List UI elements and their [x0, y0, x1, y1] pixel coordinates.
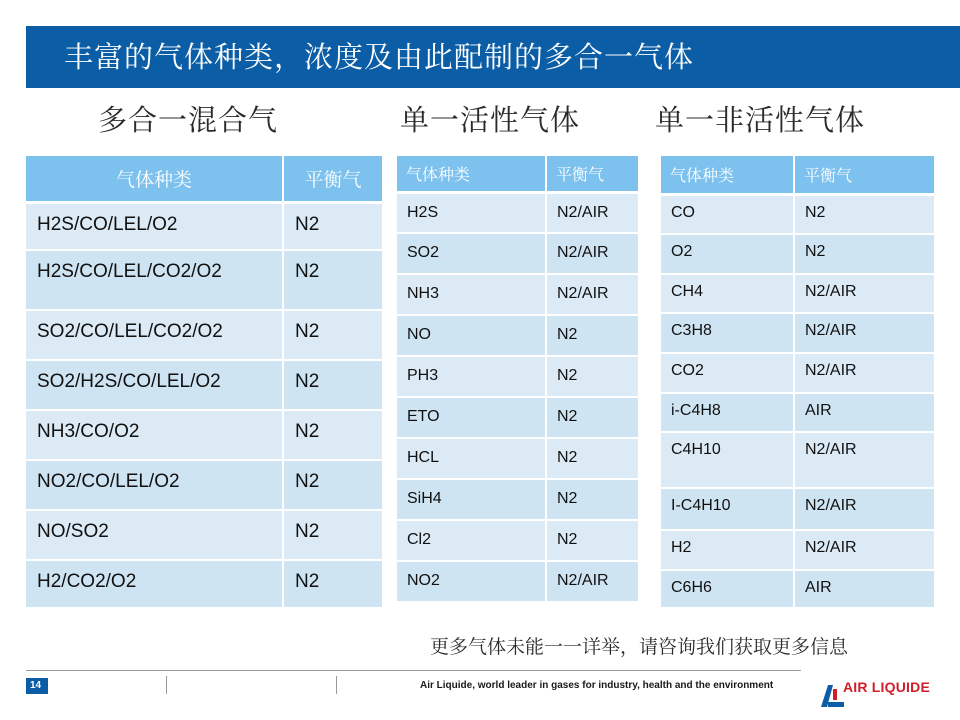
table-row	[397, 356, 638, 397]
balance-gas-cell: N2	[546, 438, 638, 479]
table-row	[26, 460, 382, 510]
balance-gas-cell: AIR	[794, 570, 934, 608]
table-row	[26, 310, 382, 360]
section-title-multi-gas: 多合一混合气	[98, 103, 279, 137]
balance-gas-cell: N2/AIR	[546, 233, 638, 274]
table-row	[26, 410, 382, 460]
table-row	[397, 438, 638, 479]
balance-gas-cell: N2	[546, 479, 638, 520]
table-row	[397, 192, 638, 233]
gas-type-cell: CH4	[661, 274, 794, 313]
gas-type-cell: HCL	[397, 438, 546, 479]
gas-type-cell: H2S	[397, 192, 546, 233]
section-title-single-inert: 单一非活性气体	[655, 103, 866, 137]
gas-type-cell: I-C4H10	[661, 488, 794, 530]
table-row	[397, 233, 638, 274]
table-row	[397, 397, 638, 438]
balance-gas-cell: N2/AIR	[794, 488, 934, 530]
single-inert-gas-table	[661, 156, 934, 609]
balance-gas-cell: N2	[283, 250, 382, 310]
logo-text: AIR LIQUIDE	[843, 679, 930, 695]
gas-type-cell: SiH4	[397, 479, 546, 520]
more-info-note: 更多气体未能一一详举，请咨询我们获取更多信息	[430, 636, 849, 658]
table-header-row	[26, 156, 382, 202]
balance-gas-cell: N2/AIR	[794, 432, 934, 488]
section-title-single-active: 单一活性气体	[400, 103, 581, 137]
balance-gas-cell: N2	[283, 460, 382, 510]
balance-gas-cell: N2/AIR	[546, 561, 638, 602]
table-row	[26, 250, 382, 310]
table-row	[26, 202, 382, 250]
table-row	[661, 274, 934, 313]
table-row	[397, 274, 638, 315]
balance-gas-cell: N2/AIR	[794, 530, 934, 570]
footer-separator	[166, 676, 167, 694]
balance-gas-cell: N2/AIR	[794, 353, 934, 393]
gas-type-cell: Cl2	[397, 520, 546, 561]
gas-type-cell: NO2/CO/LEL/O2	[26, 460, 283, 510]
balance-gas-cell: N2/AIR	[794, 274, 934, 313]
header-gas-type: 气体种类	[397, 156, 546, 192]
header-balance-gas: 平衡气	[283, 156, 382, 202]
company-tagline: Air Liquide, world leader in gases for industry, health and the environment	[420, 680, 774, 691]
gas-type-cell: C4H10	[661, 432, 794, 488]
table-row	[661, 393, 934, 432]
balance-gas-cell: N2	[283, 360, 382, 410]
gas-type-cell: NH3	[397, 274, 546, 315]
table-row	[661, 313, 934, 353]
table-header-row	[397, 156, 638, 192]
table-row	[397, 520, 638, 561]
gas-type-cell: H2	[661, 530, 794, 570]
page-number: 14	[26, 678, 48, 694]
table-row	[661, 570, 934, 608]
multi-gas-table	[26, 156, 382, 609]
balance-gas-cell: N2	[546, 397, 638, 438]
gas-type-cell: CO	[661, 194, 794, 234]
balance-gas-cell: AIR	[794, 393, 934, 432]
header-gas-type: 气体种类	[661, 156, 794, 194]
gas-type-cell: ETO	[397, 397, 546, 438]
gas-type-cell: NO/SO2	[26, 510, 283, 560]
table-row	[661, 530, 934, 570]
gas-type-cell: H2S/CO/LEL/O2	[26, 202, 283, 250]
gas-type-cell: C3H8	[661, 313, 794, 353]
table-row	[661, 353, 934, 393]
gas-type-cell: C6H6	[661, 570, 794, 608]
balance-gas-cell: N2	[546, 315, 638, 356]
balance-gas-cell: N2	[546, 356, 638, 397]
gas-type-cell: H2/CO2/O2	[26, 560, 283, 608]
gas-type-cell: H2S/CO/LEL/CO2/O2	[26, 250, 283, 310]
header-balance-gas: 平衡气	[546, 156, 638, 192]
header-balance-gas: 平衡气	[794, 156, 934, 194]
table-row	[397, 315, 638, 356]
balance-gas-cell: N2	[283, 202, 382, 250]
balance-gas-cell: N2	[794, 194, 934, 234]
table-row	[397, 479, 638, 520]
footer-separator	[336, 676, 337, 694]
gas-type-cell: NH3/CO/O2	[26, 410, 283, 460]
table-row	[26, 360, 382, 410]
gas-type-cell: SO2	[397, 233, 546, 274]
table-row	[26, 560, 382, 608]
balance-gas-cell: N2	[283, 410, 382, 460]
table-row	[661, 488, 934, 530]
table-row	[661, 234, 934, 274]
table-row	[397, 561, 638, 602]
table-row	[26, 510, 382, 560]
single-active-gas-table	[397, 156, 638, 603]
table-row	[661, 194, 934, 234]
page-title: 丰富的气体种类，浓度及由此配制的多合一气体	[64, 40, 695, 74]
title-banner	[26, 26, 960, 88]
balance-gas-cell: N2	[794, 234, 934, 274]
air-liquide-logo	[815, 669, 933, 709]
gas-type-cell: CO2	[661, 353, 794, 393]
table-header-row	[661, 156, 934, 194]
balance-gas-cell: N2	[283, 510, 382, 560]
balance-gas-cell: N2	[546, 520, 638, 561]
balance-gas-cell: N2	[283, 310, 382, 360]
gas-type-cell: NO	[397, 315, 546, 356]
air-liquide-logo-icon	[819, 683, 845, 707]
gas-type-cell: i-C4H8	[661, 393, 794, 432]
balance-gas-cell: N2	[283, 560, 382, 608]
balance-gas-cell: N2/AIR	[546, 274, 638, 315]
gas-type-cell: PH3	[397, 356, 546, 397]
balance-gas-cell: N2/AIR	[794, 313, 934, 353]
gas-type-cell: SO2/H2S/CO/LEL/O2	[26, 360, 283, 410]
gas-type-cell: SO2/CO/LEL/CO2/O2	[26, 310, 283, 360]
gas-type-cell: NO2	[397, 561, 546, 602]
table-row	[661, 432, 934, 488]
balance-gas-cell: N2/AIR	[546, 192, 638, 233]
header-gas-type: 气体种类	[26, 156, 283, 202]
footer-divider	[26, 670, 801, 671]
gas-type-cell: O2	[661, 234, 794, 274]
